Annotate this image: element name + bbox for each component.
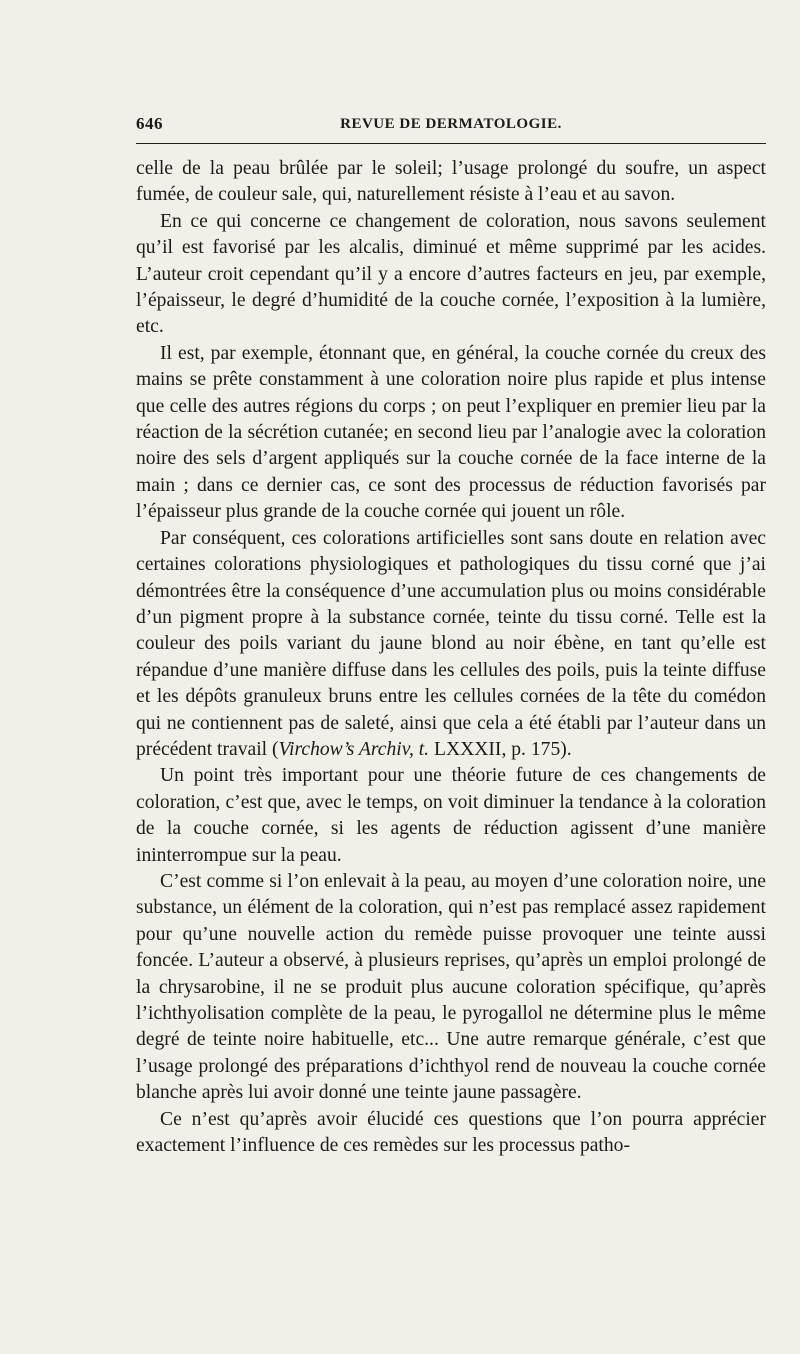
running-title: REVUE DE DERMATOLOGIE. — [340, 116, 562, 132]
body-text — [136, 156, 766, 1159]
paragraph: celle de la peau brûlée par le soleil; l’usage prolongé du soufre, un aspect fumée, de couleur sale, qui, naturellement résiste à l’eau et au savon. — [136, 158, 766, 206]
page-header — [136, 112, 766, 138]
paragraph-text: Par conséquent, ces colorations artificielles sont sans doute en relation avec certaines colorations physiologiques et pathologiques du tissu corné que j’ai démontrées être la conséquence d’une accumulation plus ou moins considérable d’un pigment propre à la substance cornée, teinte du tissu corné. Telle est la couleur des poils variant du jaune blond au noir ébène, en tant qu’elle est répandue d’une manière diffuse dans les cellules des poils, puis la teinte diffuse et les dépôts granuleux bruns entre les cellules cornées de la tête du comédon qui ne contiennent pas de saleté, ainsi que cela a été établi par l’auteur dans un précédent travail ( — [136, 527, 766, 760]
citation-volume: LXXXII, p. 175). — [429, 738, 572, 760]
header-rule — [136, 143, 766, 144]
paragraph: Il est, par exemple, étonnant que, en général, la couche cornée du creux des mains se prête constamment à une coloration noire plus rapide et plus intense que celle des autres régions du corps ; on peut l’expliquer en premier lieu par la réaction de la sécrétion cutanée; en second lieu par l’analogie avec la coloration noire des sels d’argent appliqués sur la couche cornée de la face interne de la main ; dans ce dernier cas, ce sont des processus de réduction favorisés par l’épaisseur plus grande de la couche cornée qui jouent un rôle. — [136, 342, 766, 523]
paragraph — [136, 526, 766, 764]
paragraph: C’est comme si l’on enlevait à la peau, au moyen d’une coloration noire, une substance, un élément de la coloration, qui n’est pas remplacé assez rapidement pour qu’une nouvelle action du remède puisse provoquer une teinte aussi foncée. L’auteur a observé, à plusieurs reprises, qu’après un emploi prolongé de la chrysarobine, il ne se produit plus aucune coloration spécifique, qu’après l’ichthyolisation complète de la peau, le pyrogallol ne détermine plus le même degré de teinte noire habituelle, etc... Une autre remarque générale, c’est que l’usage prolongé des préparations d’ichthyol rend de nouveau la couche cornée blanche après lui avoir donné une teinte jaune passagère. — [136, 870, 766, 1104]
paragraph: En ce qui concerne ce changement de coloration, nous savons seulement qu’il est favorisé par les alcalis, diminué et même supprimé par les acides. L’auteur croit cependant qu’il y a encore d’autres facteurs en jeu, par exemple, l’épaisseur, le degré d’humidité de la couche cornée, l’exposition à la lumière, etc. — [136, 210, 766, 338]
paragraph: Ce n’est qu’après avoir élucidé ces questions que l’on pourra apprécier exactement l’influence de ces remèdes sur les processus patho- — [136, 1108, 766, 1157]
citation-journal: Virchow’s Archiv, t. — [278, 738, 430, 760]
paragraph: Un point très important pour une théorie future de ces changements de coloration, c’est que, avec le temps, on voit diminuer la tendance à la coloration de la couche cornée, si les agents de réduction agissent d’une manière ininterrompue sur la peau. — [136, 765, 766, 866]
page-number: 646 — [136, 114, 163, 133]
